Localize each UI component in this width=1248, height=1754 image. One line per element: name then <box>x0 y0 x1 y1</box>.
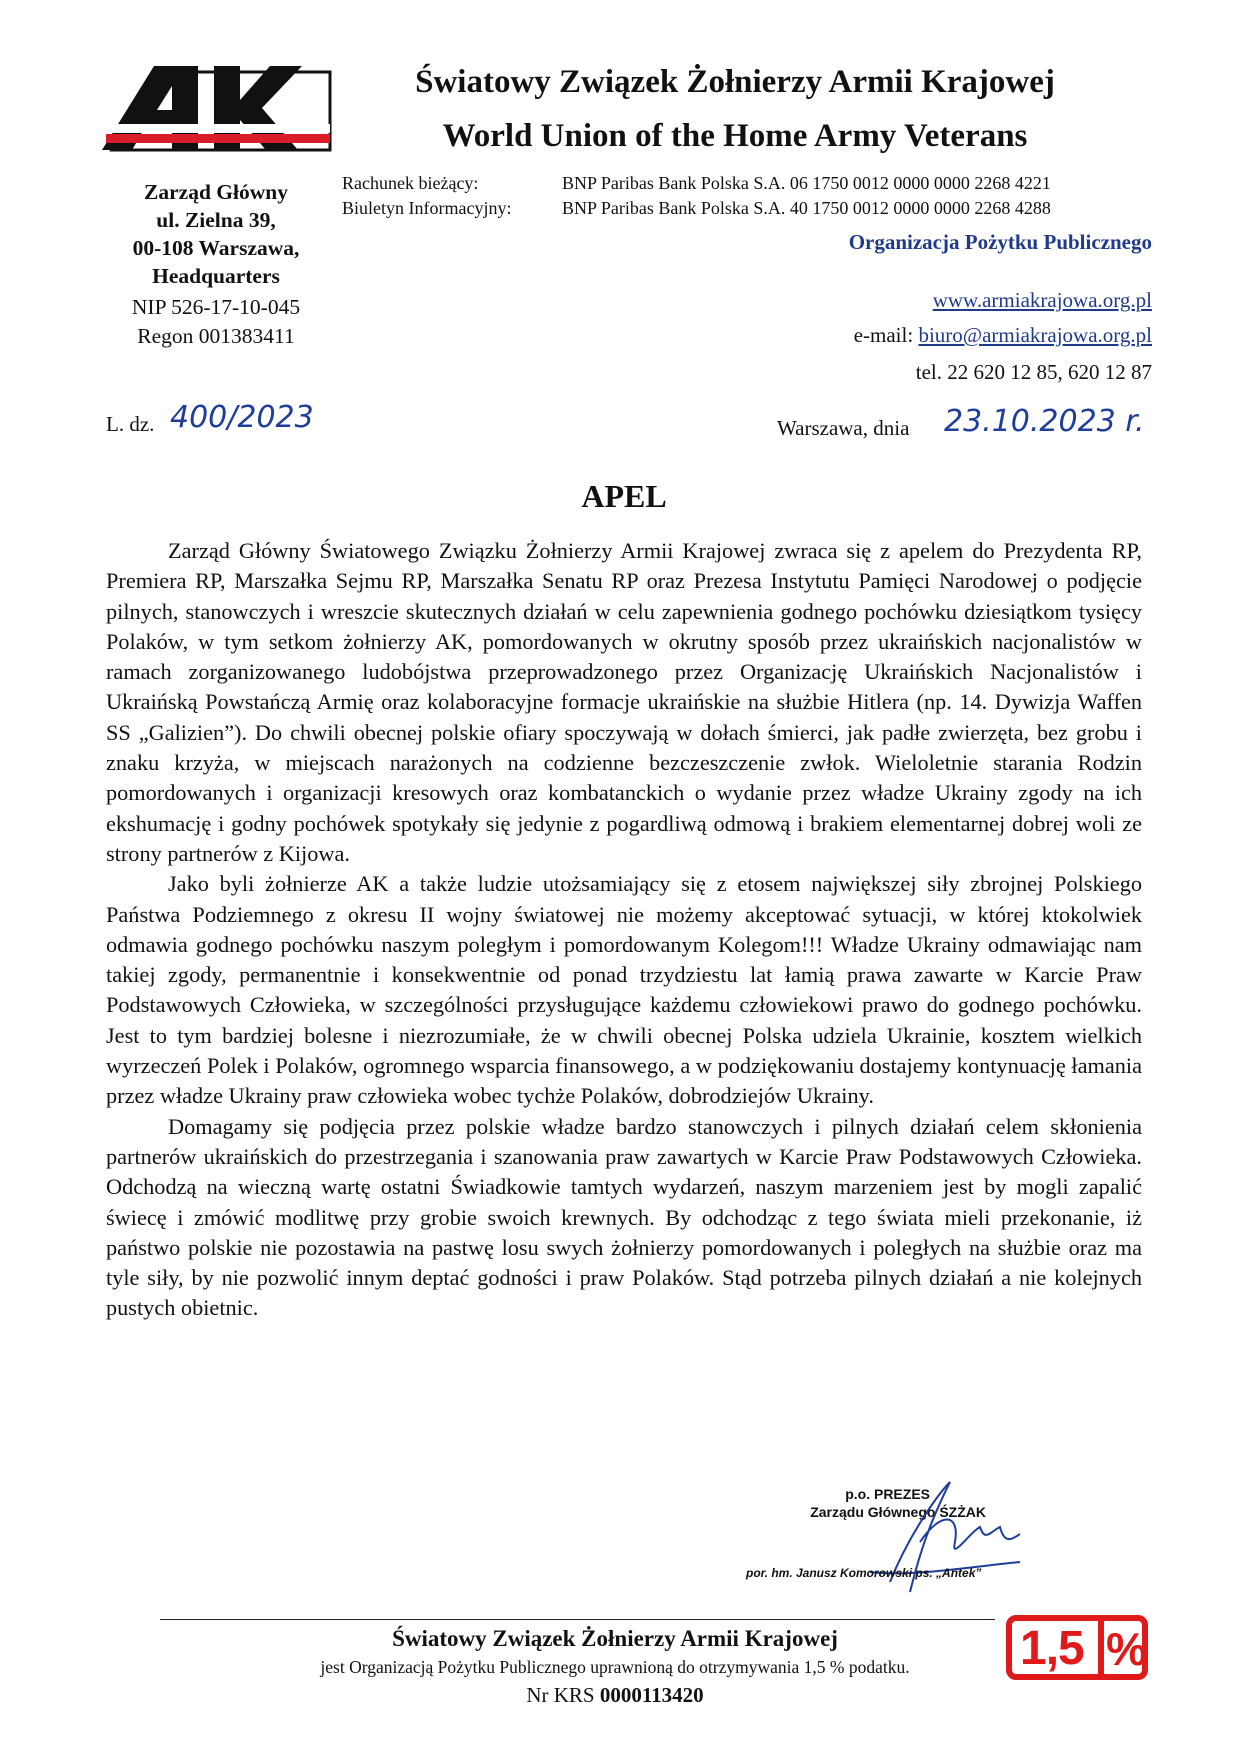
ldz-value: 400/2023 <box>170 400 314 435</box>
badge-percent-icon: % <box>1106 1623 1147 1675</box>
ak-logo <box>102 66 334 162</box>
website-link[interactable]: www.armiakrajowa.org.pl <box>932 288 1152 312</box>
org-name-pl: Światowy Związek Żołnierzy Armii Krajowej <box>415 64 1055 100</box>
hq-line-3: 00-108 Warszawa, <box>132 236 300 260</box>
account-label-1: Rachunek bieżący: <box>342 173 479 193</box>
phone: tel. 22 620 12 85, 620 12 87 <box>915 360 1152 384</box>
krs-label: Nr KRS <box>526 1683 595 1707</box>
footer-krs <box>250 1683 980 1708</box>
date-label: Warszawa, dnia <box>777 416 910 440</box>
footer-org-name: Światowy Związek Żołnierzy Armii Krajowej <box>392 1626 838 1651</box>
paragraph-2: Jako byli żołnierze AK a także ludzie utożsamiający się z etosem największej siły zbrojnej Polskiego Państwa Podziemnego z okresu II wojny światowej nie możemy akceptować sytuacji, w której ktokolwiek odmawia godnego pochówku naszym poległym i pomordowanym Kolegom!!! Władze Ukrainy odmawiając nam takiej zgody, permanentnie i konsekwentnie od ponad trzydziestu lat łamią prawa zawarte w Karcie Praw Podstawowych Człowieka, w szczególności przysługujące każdemu człowiekowi prawo do godnego pochówku. Jest to tym bardziej bolesne i niezrozumiałe, że w chwili obecnej Polska udziela Ukrainie, kosztem wielkich wyrzeczeń Polek i Polaków, ogromnego wsparcia finansowego, a w podziękowaniu dostajemy kontynuację łamania przez władze Ukrainy praw człowieka wobec tychże Polaków, dobrodziejów Ukrainy. <box>106 871 1142 1109</box>
letter-title: APEL <box>581 478 667 514</box>
account-value-1: BNP Paribas Bank Polska S.A. 06 1750 0012 0000 0000 2268 4221 <box>562 173 1051 193</box>
paragraph-3: Domagamy się podjęcia przez polskie władze bardzo stanowczych i pilnych działań celem skłonienia partnerów ukraińskich do przestrzegania i szanowania praw zawartych w Karcie Praw Podstawowych Człowieka. Odchodzą na wieczną wartę ostatni Świadkowie tamtych wydarzeń, naszym marzeniem jest by mogli zapalić świecę i zmówić modlitwę przy grobie swoich krewnych. By odchodząc z tego świata mieli przekonanie, iż państwo polskie nie pozostawia na pastwę losu swych żołnierzy pomordowanych i poległych na służbie oraz ma tyle siły, by nie pozwolić innym deptać godności i praw Polaków. Stąd potrzeba pilnych działań a nie kolejnych pustych obietnic. <box>106 1113 1142 1321</box>
hq-nip: NIP 526-17-10-045 <box>131 295 301 319</box>
signature-scribble <box>850 1472 1030 1602</box>
email-line <box>854 321 1152 349</box>
footer-divider <box>160 1619 995 1620</box>
krs-value: 0000113420 <box>599 1683 704 1707</box>
letter-body <box>106 536 1142 1324</box>
tax-badge <box>1006 1615 1148 1680</box>
hq-line-1: Zarząd Główny <box>144 180 288 204</box>
date-value: 23.10.2023 r. <box>944 404 1145 439</box>
signature-name: por. hm. Janusz Komorowski ps. „Antek” <box>746 1566 982 1580</box>
footer-description: jest Organizacją Pożytku Publicznego uprawnioną do otrzymywania 1,5 % podatku. <box>320 1657 910 1677</box>
email-label: e-mail: <box>853 323 914 347</box>
badge-divider <box>1098 1621 1104 1674</box>
paragraph-1: Zarząd Główny Światowego Związku Żołnierzy Armii Krajowej zwraca się z apelem do Prezydenta RP, Premiera RP, Marszałka Sejmu RP, Marszałka Senatu RP oraz Prezesa Instytutu Pamięci Narodowej o podjęcie pilnych, stanowczych i wreszcie skutecznych działań w celu zapewnienia godnego pochówku dziesiątkom tysięcy Polaków, w tym setkom żołnierzy AK, pomordowanych w okrutny sposób przez ukraińskich nacjonalistów w ramach zorganizowanego ludobójstwa przeprowadzonego przez Organizację Ukraińskich Nacjonalistów i Ukraińską Powstańczą Armię oraz kolaboracyjne formacje ukraińskie na służbie Hitlera (np. 14. Dywizja Waffen SS „Galizien”). Do chwili obecnej polskie ofiary spoczywają w dołach śmierci, jak padłe zwierzęta, bez grobu i znaku krzyża, w miejscach narażonych na codzienne bezczeszczenie zwłok. Wieloletnie starania Rodzin pomordowanych i organizacji kresowych oraz kombatanckich o wydanie przez władze Ukrainy zgody na ich ekshumację i godny pochówek spotykały się jedynie z pogardliwą odmową i brakiem elementarnej dobrej woli ze strony partnerów z Kijowa. <box>106 538 1142 866</box>
email-link[interactable]: biuro@armiakrajowa.org.pl <box>918 323 1152 347</box>
opp-label: Organizacja Pożytku Publicznego <box>848 230 1152 254</box>
hq-line-2: ul. Zielna 39, <box>156 208 276 232</box>
hq-regon: Regon 001383411 <box>137 324 295 348</box>
account-value-2: BNP Paribas Bank Polska S.A. 40 1750 0012 0000 0000 2268 4288 <box>562 198 1051 218</box>
account-label-2: Biuletyn Informacyjny: <box>342 198 512 218</box>
signature-title-2: Zarządu Głównego ŚZŻAK <box>810 1504 986 1520</box>
org-name-en: World Union of the Home Army Veterans <box>442 118 1028 154</box>
signature-title-1: p.o. PREZES <box>845 1486 930 1502</box>
badge-number: 1,5 <box>1020 1622 1084 1675</box>
hq-line-4: Headquarters <box>152 264 280 288</box>
ldz-label: L. dz. <box>106 412 155 436</box>
